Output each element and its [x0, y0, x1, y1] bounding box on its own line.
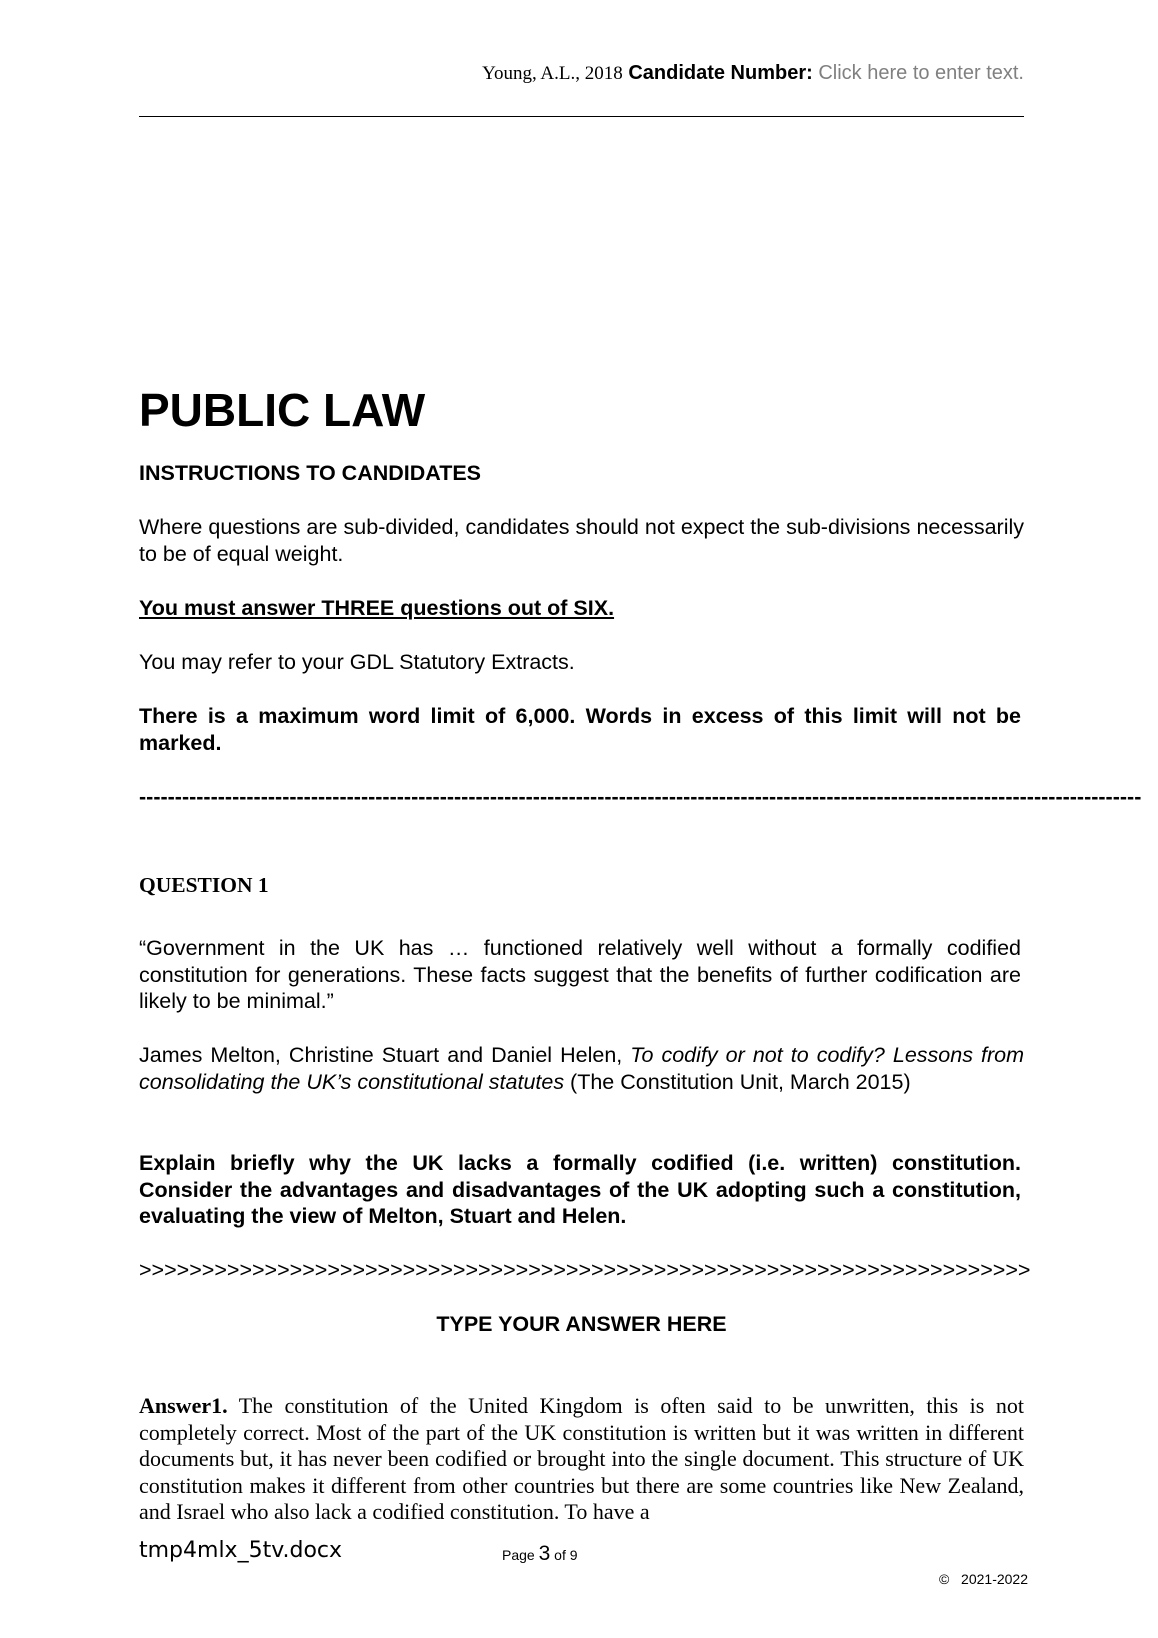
question-text: Explain briefly why the UK lacks a formally codified (i.e. written) constitution. Consider the advantages and disadvantages of the UK adopting such a constitution, evaluating the view of Melton, Stuart and Helen.: [139, 1151, 1021, 1228]
instruction-statutory-extracts: You may refer to your GDL Statutory Extracts.: [139, 650, 575, 674]
instructions-heading: INSTRUCTIONS TO CANDIDATES: [139, 461, 482, 485]
page-number: 3: [538, 1542, 551, 1565]
citation-publisher: (The Constitution Unit, March 2015): [564, 1069, 911, 1094]
footer-copyright: [939, 1571, 1028, 1587]
page-title: PUBLIC LAW: [139, 384, 426, 436]
instruction-word-limit: There is a maximum word limit of 6,000. Words in excess of this limit will not be marked.: [139, 704, 1021, 755]
footer-page-number: [502, 1542, 578, 1566]
copyright-icon: ©: [939, 1571, 950, 1587]
arrow-separator: >>>>>>>>>>>>>>>>>>>>>>>>>>>>>>>>>>>>>>>>>>>>>>>>>>>>>>>>>>>>>>>>>>>>>>>: [139, 1258, 1031, 1282]
page-prefix: Page: [502, 1547, 539, 1563]
question-citation: [139, 1042, 1024, 1095]
footer-filename: tmp4mlx_5tv.docx: [139, 1538, 343, 1563]
answer-text[interactable]: [139, 1393, 1024, 1526]
citation-work: To codify or not to codify? Lessons from consolidating the UK’s constitutional statutes: [139, 1043, 1025, 1094]
question-quote: “Government in the UK has … functioned relatively well without a formally codified constitution for generations. These facts suggest that the benefits of further codification are likely to be minimal.”: [139, 936, 1021, 1013]
answer-label: Answer1.: [139, 1393, 228, 1418]
question-heading: QUESTION 1: [139, 873, 269, 897]
page-header: [139, 62, 1024, 85]
copyright-years: 2021-2022: [961, 1571, 1028, 1587]
header-rule: [139, 116, 1024, 117]
dash-separator: --------------------------------------------------------------------------------------------------------------------------------------------: [139, 785, 1142, 809]
instruction-subdivisions: Where questions are sub-divided, candidates should not expect the sub-divisions necessarily to be of equal weight.: [139, 515, 1024, 566]
citation-authors: James Melton, Christine Stuart and Daniel Helen,: [139, 1043, 631, 1067]
answer-body: The constitution of the United Kingdom is often said to be unwritten, this is not completely correct. Most of the part of the UK constitution is written but it was written in different documents but, it has never been codified or brought into the single document. This structure of UK constitution makes it different from other countries but there are some countries like New Zealand, and Israel who also lack a codified constitution. To have a: [139, 1393, 1024, 1524]
instruction-answer-three: You must answer THREE questions out of SIX.: [139, 596, 615, 620]
page-suffix: of 9: [550, 1547, 578, 1563]
candidate-number-label: Candidate Number:: [628, 62, 813, 84]
answer-prompt: TYPE YOUR ANSWER HERE: [436, 1312, 727, 1336]
author-reference: Young, A.L., 2018: [482, 63, 623, 84]
candidate-number-field[interactable]: Click here to enter text.: [818, 62, 1024, 84]
